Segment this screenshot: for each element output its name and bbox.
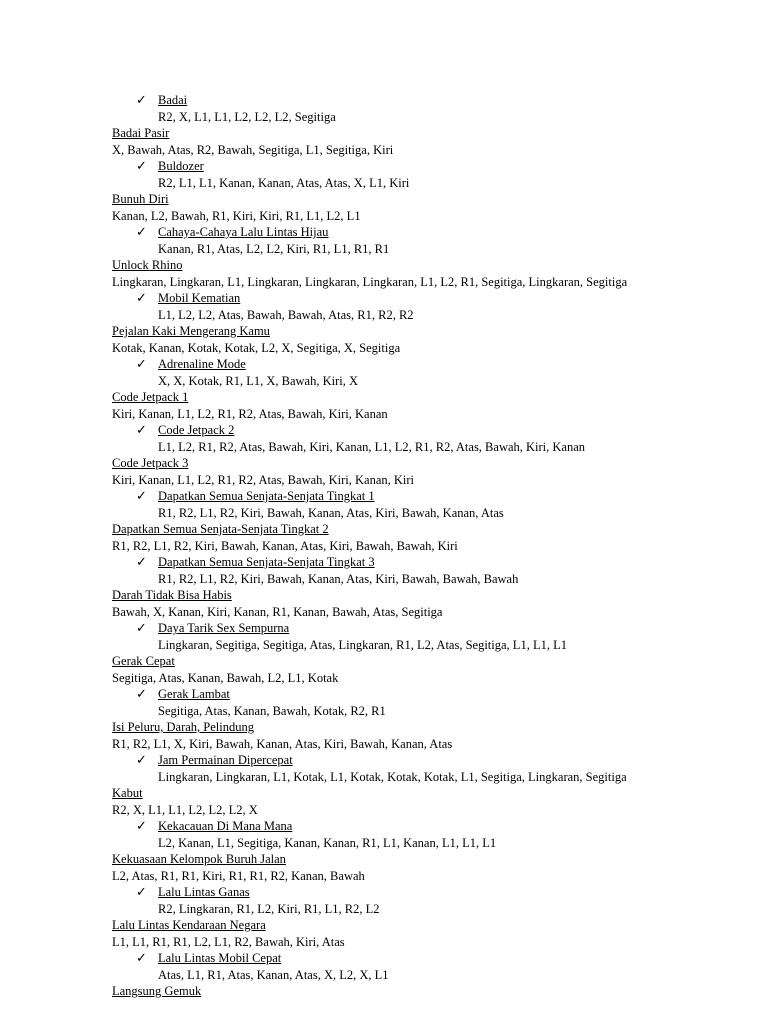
cheat-code: L1, L1, R1, R1, L2, L1, R2, Bawah, Kiri, Atas (112, 934, 345, 949)
cheat-entry (112, 224, 642, 257)
cheat-title: Lalu Lintas Ganas (158, 885, 250, 899)
cheat-entry (112, 653, 642, 686)
cheat-code: Segitiga, Atas, Kanan, Bawah, L2, L1, Kotak (112, 670, 339, 685)
cheat-entry (112, 521, 642, 554)
cheat-code: L2, Atas, R1, R1, Kiri, R1, R1, R2, Kanan, Bawah (112, 868, 365, 883)
cheat-code: R2, Lingkaran, R1, L2, Kiri, R1, L1, R2, L2 (158, 901, 380, 916)
cheat-code: L1, L2, L2, Atas, Bawah, Bawah, Atas, R1, R2, R2 (158, 307, 414, 322)
check-mark-icon: ✓ (136, 686, 147, 701)
check-mark-icon: ✓ (136, 356, 147, 371)
cheat-entry (112, 884, 642, 917)
cheat-entry (112, 554, 642, 587)
check-mark-icon: ✓ (136, 422, 147, 437)
cheat-code: Kotak, Kanan, Kotak, Kotak, L2, X, Segitiga, X, Segitiga (112, 340, 401, 355)
cheat-entry (112, 587, 642, 620)
cheat-title: Adrenaline Mode (158, 357, 246, 371)
cheat-entry (112, 488, 642, 521)
cheat-entry (112, 389, 642, 422)
cheat-entry (112, 686, 642, 719)
cheat-code: Lingkaran, Lingkaran, L1, Kotak, L1, Kotak, Kotak, Kotak, L1, Segitiga, Lingkaran, Segitiga (158, 769, 627, 784)
cheat-code: R1, R2, L1, R2, Kiri, Bawah, Kanan, Atas, Kiri, Bawah, Bawah, Kiri (112, 538, 458, 553)
check-mark-icon: ✓ (136, 818, 147, 833)
check-mark-icon: ✓ (136, 92, 147, 107)
cheat-title: Langsung Gemuk (112, 984, 202, 998)
cheat-entry (112, 983, 642, 1000)
cheat-code: Lingkaran, Lingkaran, L1, Lingkaran, Lingkaran, Lingkaran, L1, L2, R1, Segitiga, Lingkaran, Segitiga (112, 274, 628, 289)
cheat-entry (112, 92, 642, 125)
cheat-code: X, Bawah, Atas, R2, Bawah, Segitiga, L1, Segitiga, Kiri (112, 142, 394, 157)
cheat-code: R1, R2, L1, R2, Kiri, Bawah, Kanan, Atas, Kiri, Bawah, Kanan, Atas (158, 505, 504, 520)
cheat-entry (112, 191, 642, 224)
cheat-entry (112, 422, 642, 455)
cheat-code: R2, X, L1, L1, L2, L2, L2, X (112, 802, 258, 817)
check-mark-icon: ✓ (136, 290, 147, 305)
cheat-entry (112, 158, 642, 191)
cheat-code: L2, Kanan, L1, Segitiga, Kanan, Kanan, R1, L1, Kanan, L1, L1, L1 (158, 835, 497, 850)
cheat-title: Kekuasaan Kelompok Buruh Jalan (112, 852, 286, 866)
cheat-code: Atas, L1, R1, Atas, Kanan, Atas, X, L2, X, L1 (158, 967, 389, 982)
cheat-code: Kiri, Kanan, L1, L2, R1, R2, Atas, Bawah, Kiri, Kanan, Kiri (112, 472, 415, 487)
cheat-code: Bawah, X, Kanan, Kiri, Kanan, R1, Kanan, Bawah, Atas, Segitiga (112, 604, 443, 619)
cheat-entry (112, 356, 642, 389)
cheat-title: Dapatkan Semua Senjata-Senjata Tingkat 1 (158, 489, 375, 503)
cheat-entry (112, 851, 642, 884)
cheat-entry (112, 290, 642, 323)
cheat-code: Kanan, L2, Bawah, R1, Kiri, Kiri, R1, L1, L2, L1 (112, 208, 361, 223)
check-mark-icon: ✓ (136, 752, 147, 767)
cheat-title: Lalu Lintas Kendaraan Negara (112, 918, 266, 932)
cheat-title: Code Jetpack 2 (158, 423, 235, 437)
cheat-code: R2, X, L1, L1, L2, L2, L2, Segitiga (158, 109, 336, 124)
cheat-title: Bunuh Diri (112, 192, 169, 206)
cheat-title: Isi Peluru, Darah, Pelindung (112, 720, 254, 734)
cheat-title: Cahaya-Cahaya Lalu Lintas Hijau (158, 225, 329, 239)
check-mark-icon: ✓ (136, 224, 147, 239)
cheat-code: L1, L2, R1, R2, Atas, Bawah, Kiri, Kanan, L1, L2, R1, R2, Atas, Bawah, Kiri, Kanan (158, 439, 586, 454)
cheat-code: X, X, Kotak, R1, L1, X, Bawah, Kiri, X (158, 373, 358, 388)
cheat-title: Mobil Kematian (158, 291, 241, 305)
cheat-title: Gerak Lambat (158, 687, 230, 701)
cheat-title: Unlock Rhino (112, 258, 183, 272)
cheat-entry (112, 785, 642, 818)
cheat-title: Lalu Lintas Mobil Cepat (158, 951, 282, 965)
cheat-title: Code Jetpack 1 (112, 390, 189, 404)
cheat-code: R1, R2, L1, R2, Kiri, Bawah, Kanan, Atas, Kiri, Bawah, Bawah, Bawah (158, 571, 519, 586)
check-mark-icon: ✓ (136, 884, 147, 899)
cheat-code: Lingkaran, Segitiga, Segitiga, Atas, Lingkaran, R1, L2, Atas, Segitiga, L1, L1, L1 (158, 637, 567, 652)
check-mark-icon: ✓ (136, 554, 147, 569)
cheat-title: Pejalan Kaki Mengerang Kamu (112, 324, 270, 338)
cheat-title: Gerak Cepat (112, 654, 175, 668)
cheat-entry (112, 818, 642, 851)
cheat-title: Kekacauan Di Mana Mana (158, 819, 293, 833)
cheat-title: Dapatkan Semua Senjata-Senjata Tingkat 3 (158, 555, 375, 569)
cheat-entry (112, 323, 642, 356)
cheat-code: Kanan, R1, Atas, L2, L2, Kiri, R1, L1, R1, R1 (158, 241, 390, 256)
cheat-entry (112, 917, 642, 950)
document-body (112, 92, 642, 1000)
check-mark-icon: ✓ (136, 488, 147, 503)
cheat-code: Segitiga, Atas, Kanan, Bawah, Kotak, R2, R1 (158, 703, 386, 718)
cheat-title: Kabut (112, 786, 143, 800)
cheat-code: R2, L1, L1, Kanan, Kanan, Atas, Atas, X, L1, Kiri (158, 175, 410, 190)
cheat-title: Badai (158, 93, 188, 107)
cheat-entry (112, 752, 642, 785)
cheat-code: Kiri, Kanan, L1, L2, R1, R2, Atas, Bawah, Kiri, Kanan (112, 406, 388, 421)
cheat-entry (112, 125, 642, 158)
cheat-entry (112, 620, 642, 653)
cheat-title: Badai Pasir (112, 126, 170, 140)
check-mark-icon: ✓ (136, 950, 147, 965)
cheat-entry (112, 719, 642, 752)
cheat-title: Darah Tidak Bisa Habis (112, 588, 232, 602)
check-mark-icon: ✓ (136, 620, 147, 635)
cheat-title: Daya Tarik Sex Sempurna (158, 621, 290, 635)
check-mark-icon: ✓ (136, 158, 147, 173)
cheat-code: R1, R2, L1, X, Kiri, Bawah, Kanan, Atas, Kiri, Bawah, Kanan, Atas (112, 736, 453, 751)
cheat-entry (112, 257, 642, 290)
cheat-entry (112, 455, 642, 488)
cheat-title: Code Jetpack 3 (112, 456, 189, 470)
cheat-title: Buldozer (158, 159, 204, 173)
cheat-entry (112, 950, 642, 983)
cheat-title: Jam Permainan Dipercepat (158, 753, 293, 767)
cheat-title: Dapatkan Semua Senjata-Senjata Tingkat 2 (112, 522, 329, 536)
